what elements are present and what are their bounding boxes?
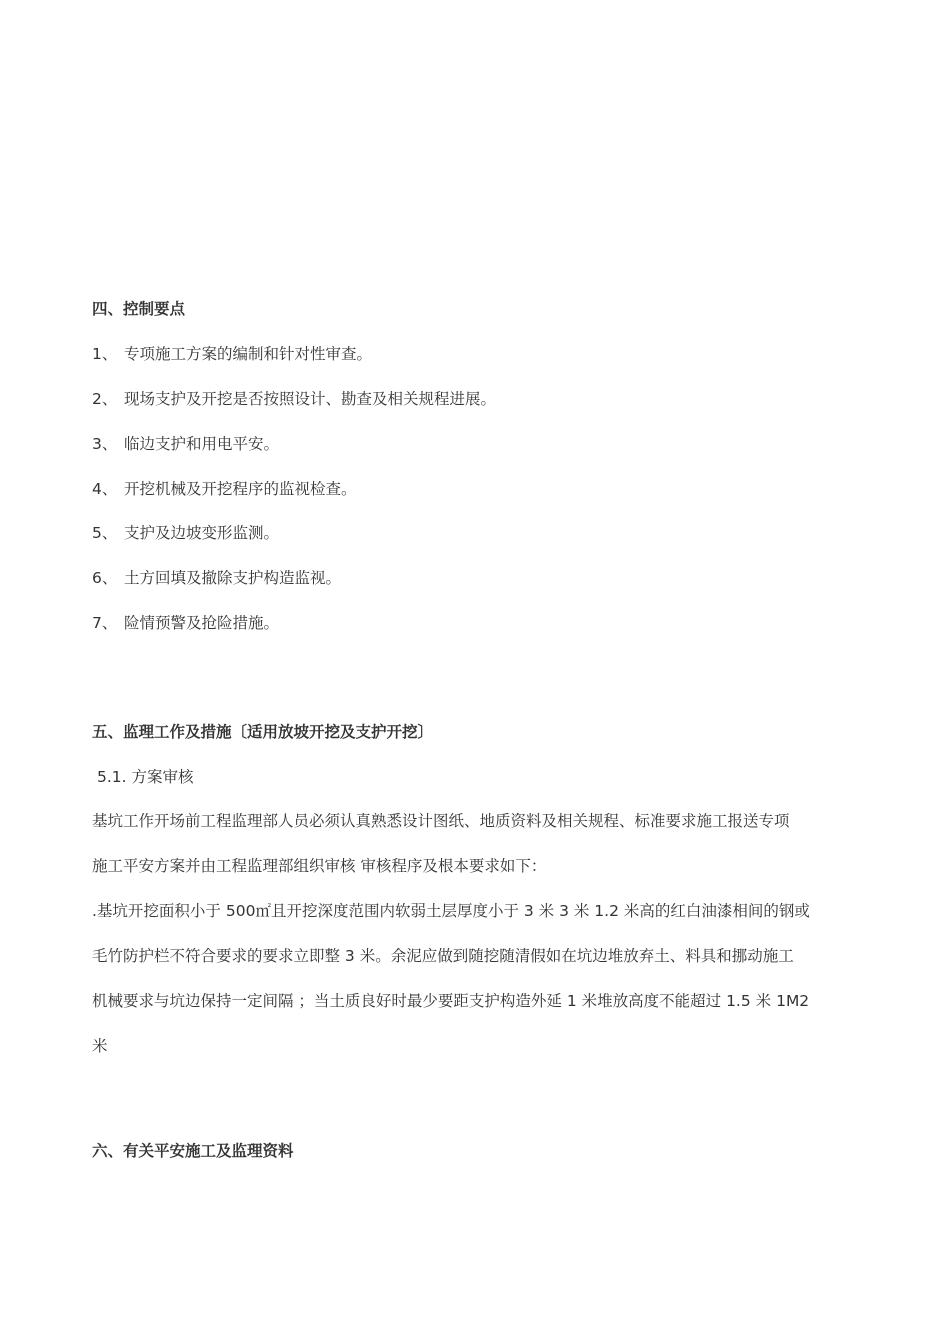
item-number: 1、 [92, 345, 118, 363]
section-5-1-heading: 5.1. 方案审核 [97, 768, 194, 786]
item-text: 现场支护及开挖是否按照设计、勘查及相关规程进展。 [124, 390, 497, 408]
paragraph-line: 基坑工作开场前工程监理部人员必须认真熟悉设计图纸、地质资料及相关规程、标准要求施工报送专项 [92, 812, 790, 830]
item-number: 4、 [92, 480, 118, 498]
list-item [92, 434, 279, 454]
list-item [92, 568, 341, 588]
paragraph-line: 米 [92, 1037, 108, 1055]
section-6-heading: 六、有关平安施工及监理资料 [92, 1142, 294, 1160]
item-text: 险情预警及抢险措施。 [124, 614, 280, 632]
item-text: 开挖机械及开挖程序的监视检查。 [124, 480, 357, 498]
list-item [92, 613, 279, 633]
item-text: 土方回填及撤除支护构造监视。 [124, 569, 342, 587]
section-5-heading: 五、监理工作及措施〔适用放坡开挖及支护开挖〕 [92, 723, 434, 741]
list-item [92, 479, 357, 499]
list-item [92, 344, 372, 364]
item-text: 支护及边坡变形监测。 [124, 524, 280, 542]
paragraph-line: 毛竹防护栏不符合要求的要求立即整 3 米。余泥应做到随挖随清假如在坑边堆放弃土、料具和挪动施工 [92, 947, 794, 965]
paragraph-line: 施工平安方案并由工程监理部组织审核 审核程序及根本要求如下： [92, 857, 547, 875]
item-number: 2、 [92, 390, 118, 408]
item-text: 专项施工方案的编制和针对性审查。 [124, 345, 373, 363]
item-number: 5、 [92, 524, 118, 542]
section-4-heading: 四、控制要点 [92, 300, 186, 318]
paragraph-line: 机械要求与坑边保持一定间隔 ；当土质良好时最少要距支护构造外延 1 米堆放高度不能超过 1.5 米 1M2 [92, 992, 810, 1010]
item-number: 7、 [92, 614, 118, 632]
item-text: 临边支护和用电平安。 [124, 435, 280, 453]
list-item [92, 389, 496, 409]
paragraph-line: .基坑开挖面积小于 500㎡且开挖深度范围内软弱土层厚度小于 3 米 3 米 1.2 米高的红白油漆相间的钢或 [92, 902, 810, 920]
item-number: 6、 [92, 569, 118, 587]
item-number: 3、 [92, 435, 118, 453]
list-item [92, 523, 279, 543]
